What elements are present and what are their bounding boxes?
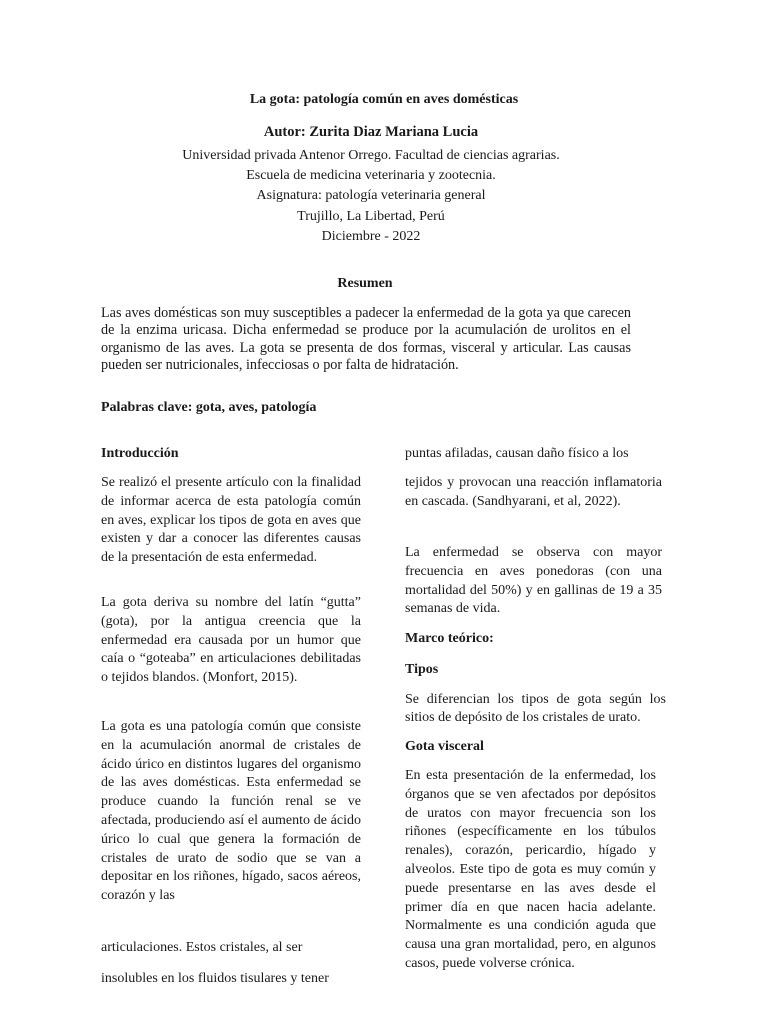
affiliation-line: Trujillo, La Libertad, Perú xyxy=(297,208,445,224)
affiliation-line: Escuela de medicina veterinaria y zootecnia. xyxy=(246,168,496,184)
gota-visceral-paragraph: En esta presentación de la enfermedad, los órganos que se ven afectados por depósitos de uratos con mayor frecuencia son los riñones (específicamente en los túbulos renales), corazón, pericardio, hígado y alveolos. Este tipo de gota es muy común y puede presentarse en las aves desde el primer día en que nacen hacia adelante. Normalmente es una condición aguda que causa una gran mortalidad, pero, en algunos casos, puede volverse crónica. xyxy=(405,768,656,971)
intro-paragraph-3: La gota es una patología común que consiste en la acumulación anormal de cristales de ácido úrico en distintos lugares del organismo de las aves domésticas. Esta enfermedad se produce cuando la función renal se ve afectada, produciendo así el aumento de ácido úrico lo cual que genera la formación de cristales de urato de sodio que se van a depositar en los riñones, hígado, sacos aéreos, corazón y las xyxy=(101,719,361,904)
abstract-heading: Resumen xyxy=(337,276,393,291)
affiliation-line: Asignatura: patología veterinaria general xyxy=(256,188,486,204)
paper-author: Autor: Zurita Diaz Mariana Lucia xyxy=(263,124,479,140)
intro-heading: Introducción xyxy=(101,446,179,461)
intro-paragraph-4: articulaciones. Estos cristales, al ser xyxy=(101,940,303,955)
marco-teorico-heading: Marco teórico: xyxy=(405,631,494,646)
gota-visceral-heading: Gota visceral xyxy=(405,739,484,754)
right-paragraph-1: puntas afiladas, causan daño físico a los xyxy=(405,446,629,461)
keywords-line: Palabras clave: gota, aves, patología xyxy=(101,400,317,415)
affiliation-line: Diciembre - 2022 xyxy=(321,228,421,244)
right-paragraph-2: tejidos y provocan una reacción inflamatoria en cascada. (Sandhyarani, et al, 2022). xyxy=(405,475,662,509)
tipos-paragraph: Se diferencian los tipos de gota según los sitios de depósito de los cristales de urato. xyxy=(405,692,666,725)
tipos-heading: Tipos xyxy=(405,662,439,677)
affiliation-line: Universidad privada Antenor Orrego. Facultad de ciencias agrarias. xyxy=(182,148,560,163)
intro-paragraph-1: Se realizó el presente artículo con la finalidad de informar acerca de esta patología común en aves, explicar los tipos de gota en aves que existen y dar a conocer las diferentes causas de la presentación de esta enfermedad. xyxy=(101,475,361,566)
right-paragraph-3: La enfermedad se observa con mayor frecuencia en aves ponedoras (con una mortalidad del 50%) y en gallinas de 19 a 35 semanas de vida. xyxy=(405,545,662,617)
intro-paragraph-2: La gota deriva su nombre del latín “gutta” (gota), por la antigua creencia que la enfermedad era causada por un humor que caía o “goteaba” en articulaciones debilitadas o tejidos blandos. (Monfort, 2015). xyxy=(101,595,361,686)
abstract-text: Las aves domésticas son muy susceptibles a padecer la enfermedad de la gota ya que carecen de la enzima uricasa. Dicha enfermedad se produce por la acumulación de urolitos en el organismo de las aves. La gota se presenta de dos formas, visceral y articular. Las causas pueden ser nutricionales, infecciosas o por falta de hidratación. xyxy=(101,305,631,373)
paper-title: La gota: patología común en aves domésticas xyxy=(249,92,519,107)
intro-paragraph-5: insolubles en los fluidos tisulares y tener xyxy=(101,971,329,986)
affiliation-block xyxy=(0,146,742,247)
